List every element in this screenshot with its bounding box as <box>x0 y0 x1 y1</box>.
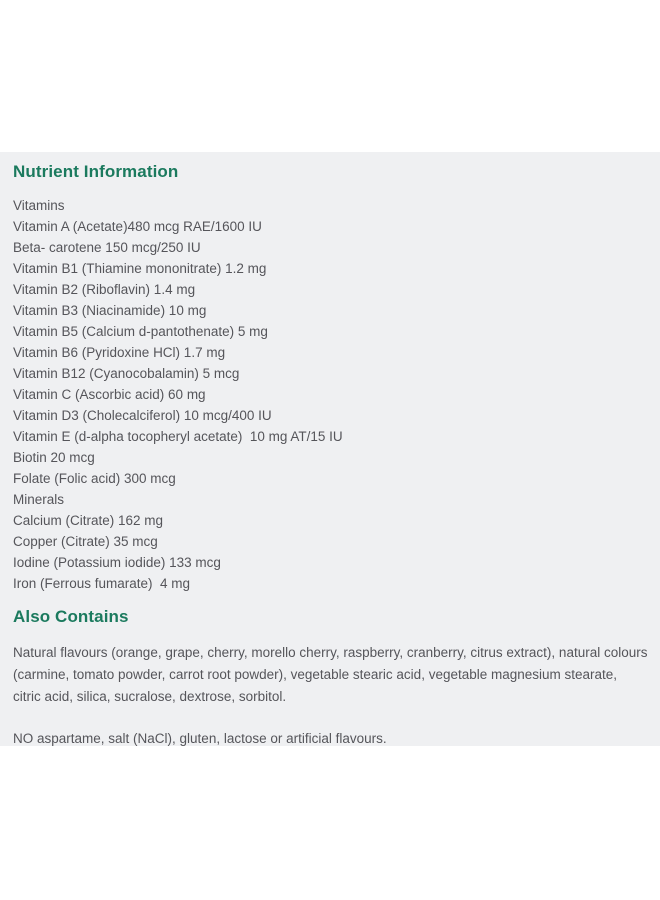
nutrient-line: Vitamin E (d-alpha tocopheryl acetate) 10 mg AT/15 IU <box>13 429 343 444</box>
nutrient-line: Beta- carotene 150 mcg/250 IU <box>13 240 201 255</box>
nutrient-line: Iron (Ferrous fumarate) 4 mg <box>13 576 191 591</box>
nutrient-line: Vitamin B5 (Calcium d-pantothenate) 5 mg <box>13 324 268 339</box>
nutrient-line: Copper (Citrate) 35 mcg <box>13 534 158 549</box>
nutrient-line: Vitamin C (Ascorbic acid) 60 mg <box>13 387 206 402</box>
no-statement: NO aspartame, salt (NaCl), gluten, lactose or artificial flavours. <box>13 731 387 746</box>
nutrient-line: Vitamin B6 (Pyridoxine HCl) 1.7 mg <box>13 345 226 360</box>
nutrient-line: Vitamin B2 (Riboflavin) 1.4 mg <box>13 282 196 297</box>
nutrient-line: Biotin 20 mcg <box>13 450 95 465</box>
nutrient-line: Vitamin B12 (Cyanocobalamin) 5 mcg <box>13 366 240 381</box>
also-contains-paragraph: Natural flavours (orange, grape, cherry, morello cherry, raspberry, cranberry, citrus extract), natural colours (carmine, tomato powder, carrot root powder), vegetable stearic acid, vegetable magnesium stearate, citric acid, silica, sucralose, dextrose, sorbitol. <box>13 645 648 704</box>
nutrient-line: Folate (Folic acid) 300 mcg <box>13 471 176 486</box>
nutrient-line: Vitamin B1 (Thiamine mononitrate) 1.2 mg <box>13 261 267 276</box>
nutrient-line: Vitamins <box>13 198 65 213</box>
nutrient-list <box>13 195 648 594</box>
nutrient-line: Vitamin B3 (Niacinamide) 10 mg <box>13 303 207 318</box>
nutrient-information-panel <box>0 152 660 746</box>
nutrient-line: Calcium (Citrate) 162 mg <box>13 513 164 528</box>
nutrient-line: Iodine (Potassium iodide) 133 mcg <box>13 555 221 570</box>
nutrient-line: Vitamin D3 (Cholecalciferol) 10 mcg/400 IU <box>13 408 272 423</box>
nutrient-line: Vitamin A (Acetate)480 mcg RAE/1600 IU <box>13 219 262 234</box>
nutrient-line: Minerals <box>13 492 65 507</box>
also-contains-heading: Also Contains <box>13 607 129 626</box>
nutrient-information-heading: Nutrient Information <box>13 162 179 181</box>
